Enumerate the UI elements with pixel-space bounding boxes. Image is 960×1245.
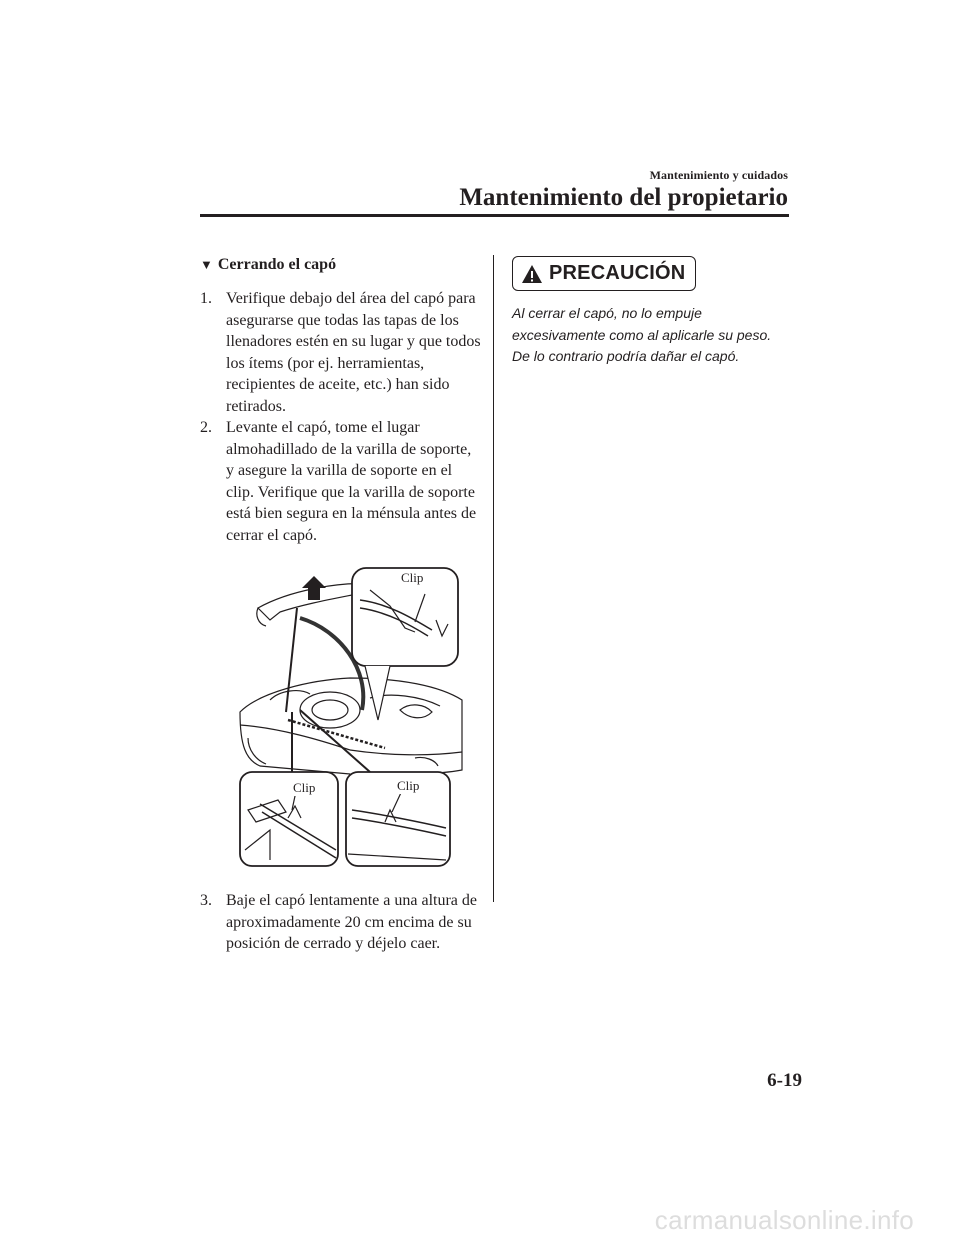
step-text: Levante el capó, tome el lugar almohadillado de la varilla de soporte, y asegure la varilla de soporte en el clip. Verifique que la varilla de soporte está bien segura en la ménsula antes de cerrar el capó.	[226, 419, 477, 544]
step-text: Verifique debajo del área del capó para asegurarse que todas las tapas de los llenadores estén en su lugar y que todos los ítems (por ej. herramientas, recipientes de aceite, etc.) han sido retirados.	[226, 290, 481, 415]
clip-label-bottom-right: Clip	[397, 778, 420, 793]
step-number: 2.	[200, 419, 212, 436]
caution-header	[512, 256, 696, 291]
header-rule	[200, 214, 789, 217]
chapter-title: Mantenimiento y cuidados	[649, 168, 788, 182]
step-number: 1.	[200, 290, 212, 307]
caution-text: Al cerrar el capó, no lo empuje excesivamente como al aplicarle su peso. De lo contrario podría dañar el capó.	[512, 305, 772, 364]
warning-icon	[521, 264, 543, 284]
triangle-marker-icon: ▼	[200, 257, 213, 272]
column-divider	[493, 255, 494, 902]
steps-list-continued	[200, 890, 482, 955]
hood-illustration-graphic	[200, 560, 482, 880]
step-number: 3.	[200, 892, 212, 909]
hood-support-illustration	[200, 560, 482, 880]
right-column	[512, 256, 792, 368]
page-number: 6-19	[767, 1070, 802, 1091]
step-item	[200, 890, 482, 955]
step-item	[200, 288, 482, 417]
subsection-heading	[200, 256, 482, 274]
step-text: Baje el capó lentamente a una altura de aproximadamente 20 cm encima de su posición de cerrado y déjelo caer.	[226, 892, 477, 952]
clip-label-bottom-left: Clip	[293, 780, 316, 795]
caution-title: PRECAUCIÓN	[549, 262, 686, 284]
watermark: carmanualsonline.info	[654, 1205, 914, 1235]
step-item	[200, 417, 482, 546]
steps-list	[200, 288, 482, 546]
left-column	[200, 256, 482, 955]
clip-label-top: Clip	[401, 570, 424, 585]
section-title-header: Mantenimiento del propietario	[459, 184, 788, 211]
subsection-heading-text: Cerrando el capó	[217, 256, 337, 273]
